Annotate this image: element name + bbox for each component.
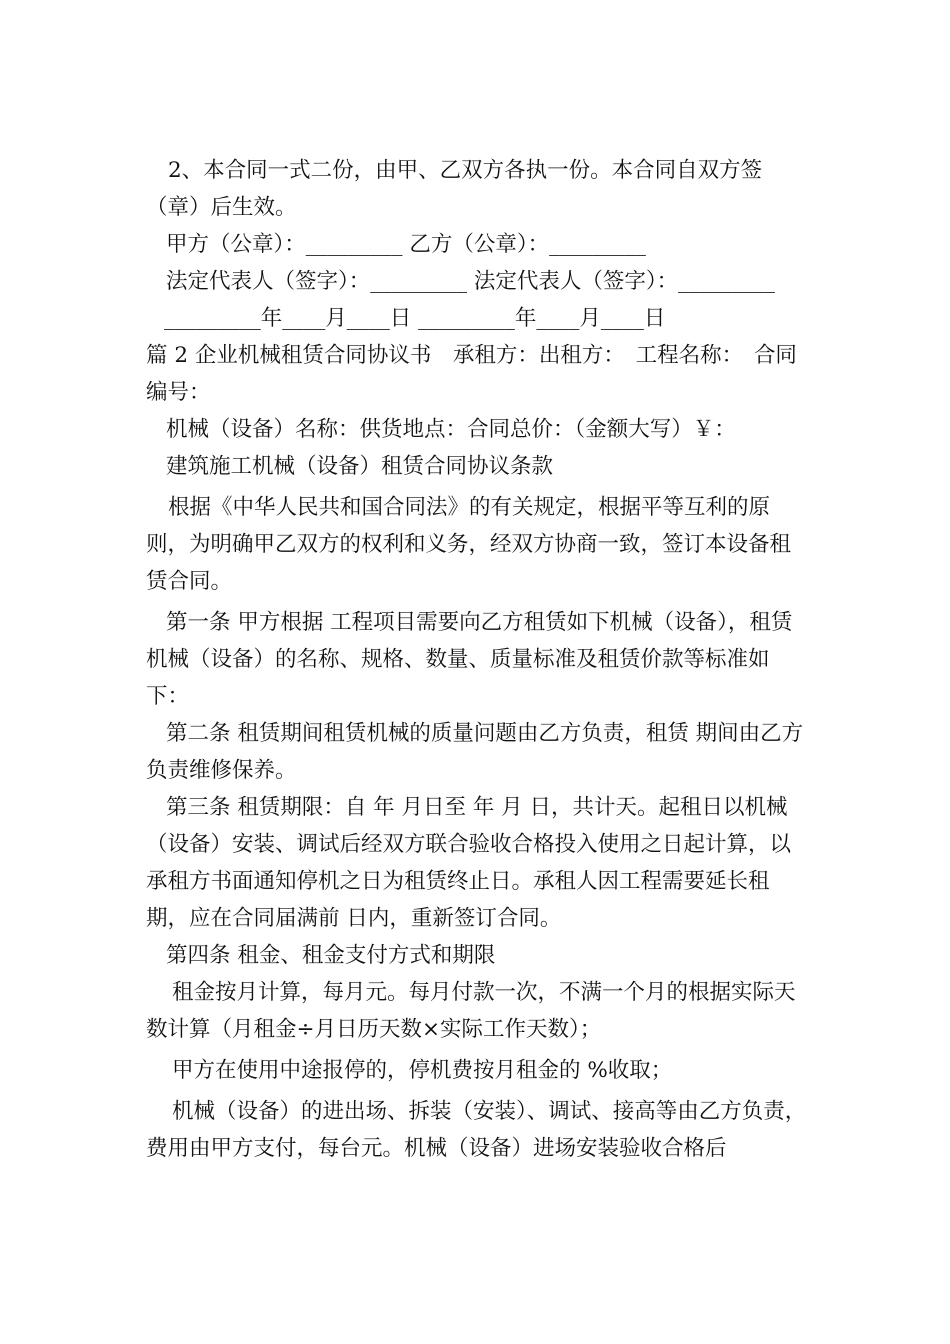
paragraph-article-3: 第三条 租赁期限：自 年 月日至 年 月 日，共计天。起租日以机械（设备）安装、调试后经双方联合验收合格投入使用之日起计算，以承租方书面通知停机之日为租赁终止日。承租人因工程需要延长租期，应在合同届满前 日内，重新签订合同。 bbox=[146, 795, 792, 931]
paragraph-party-seals: 甲方（公章）：_________ 乙方（公章）：_________ bbox=[166, 232, 646, 257]
paragraph-article-4-title: 第四条 租金、租金支付方式和期限 bbox=[166, 943, 496, 968]
paragraph-effectiveness: 2、本合同一式二份，由甲、乙双方各执一份。本合同自双方签（章）后生效。 bbox=[146, 158, 763, 220]
paragraph-terms-title: 建筑施工机械（设备）租赁合同协议条款 bbox=[166, 454, 554, 479]
paragraph-preamble: 根据《中华人民共和国合同法》的有关规定，根据平等互利的原则，为明确甲乙双方的权利和义务，经双方协商一致，签订本设备租赁合同。 bbox=[146, 495, 792, 594]
paragraph-signing-dates: _________年____月____日 _________年____月____日 bbox=[164, 306, 666, 331]
paragraph-legal-representatives: 法定代表人（签字）：_________ 法定代表人（签字）：_________ bbox=[166, 269, 775, 294]
paragraph-article-2: 第二条 租赁期间租赁机械的质量问题由乙方负责，租赁 期间由乙方负责维修保养。 bbox=[146, 721, 804, 783]
paragraph-article-1: 第一条 甲方根据 工程项目需要向乙方租赁如下机械（设备），租赁机械（设备）的名称、规格、数量、质量标准及租赁价款等标准如下： bbox=[146, 610, 793, 709]
document-body bbox=[146, 152, 808, 1167]
paragraph-suspension-fee: 甲方在使用中途报停的，停机费按月租金的 %收取； bbox=[172, 1058, 673, 1083]
paragraph-installation-costs: 机械（设备）的进出场、拆装（安装）、调试、接高等由乙方负责，费用由甲方支付，每台元。机械（设备）进场安装验收合格后 bbox=[146, 1099, 807, 1161]
paragraph-equipment-info: 机械（设备）名称：供货地点：合同总价：（金额大写）￥： bbox=[166, 417, 736, 442]
paragraph-section-2-heading: 篇 2 企业机械租赁合同协议书 承租方：出租方： 工程名称： 合同编号： bbox=[146, 343, 797, 405]
paragraph-rent-calculation: 租金按月计算，每月元。每月付款一次，不满一个月的根据实际天数计算（月租金÷月日历天数×实际工作天数）； bbox=[146, 980, 796, 1042]
